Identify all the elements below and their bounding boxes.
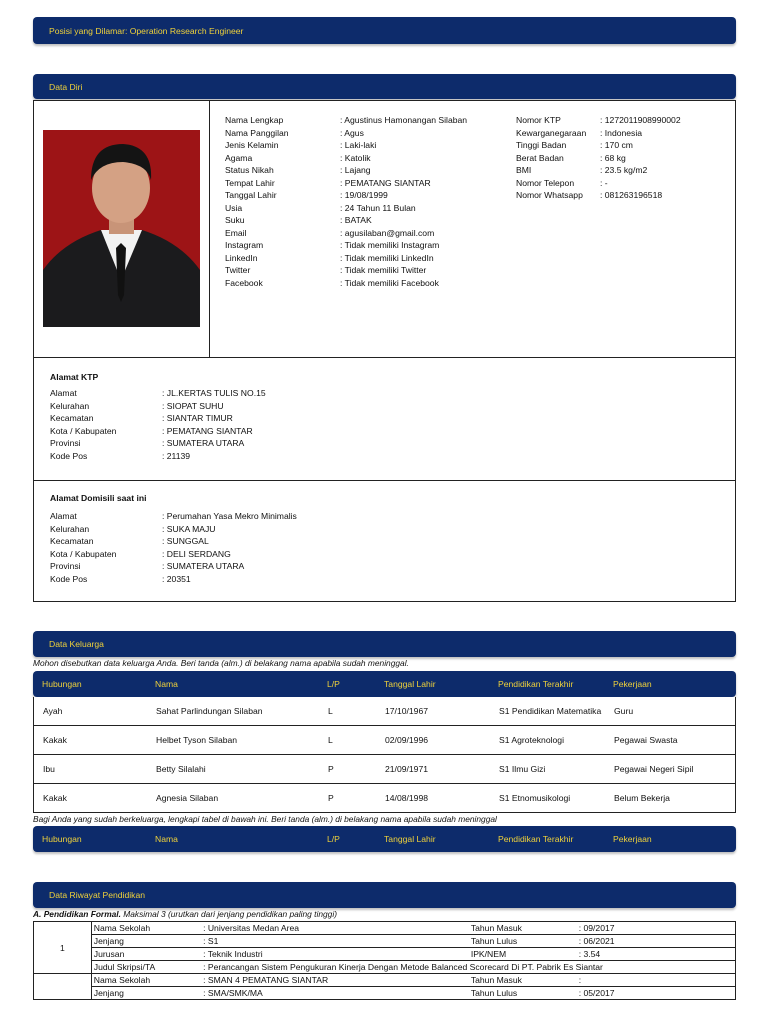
education-value: : S1 [201,935,469,948]
domicile-field-label: Kota / Kabupaten [50,548,117,559]
education-value: : 3.54 [577,948,736,961]
cell-occupation: Pegawai Negeri Sipil [614,764,694,774]
personal-data-bar [33,74,736,99]
personal-field-label: BMI [516,165,532,175]
thesis-label: Judul Skripsi/TA [91,961,201,974]
domicile-field-label: Kecamatan [50,536,94,546]
domicile-field-label: Kelurahan [50,523,90,534]
cell-gender: L [328,706,333,716]
education-row [34,935,736,948]
personal-field-label: Tanggal Lahir [225,190,277,200]
header-name: Nama [155,679,178,689]
married-family-note: Bagi Anda yang sudah berkeluarga, lengkapi tabel di bawah ini. Beri tanda (alm.) di belakang nama apabila sudah meninggal [33,814,497,824]
personal-field-label: Nama Lengkap [225,115,284,125]
education-value: : 06/2021 [577,935,736,948]
personal-field-value: : Lajang [340,165,371,175]
personal-field-label: Email [225,227,247,238]
personal-field-value: : 19/08/1999 [340,190,388,200]
formal-education-label: A. Pendidikan Formal. [33,909,121,919]
domicile-field-value: : SUNGGAL [162,536,209,546]
thesis-row [34,961,736,974]
personal-field-value: : 68 kg [600,152,626,163]
cell-relation: Ibu [43,764,55,774]
header-birth-date: Tanggal Lahir [384,834,436,844]
education-value: : [577,974,736,987]
education-value: : SMA/SMK/MA [201,987,469,1000]
domicile-field-value: : SUKA MAJU [162,523,216,534]
personal-right-list [516,114,740,202]
ktp-field-value: : SIANTAR TIMUR [162,413,233,423]
married-family-table-header [33,826,736,852]
personal-field-label: Tempat Lahir [225,177,275,188]
personal-field-label: Nomor Whatsapp [516,190,583,200]
cell-education: S1 Ilmu Gizi [499,764,546,774]
education-label: Tahun Lulus [469,935,577,948]
cell-relation: Ayah [43,706,63,716]
cell-occupation: Belum Bekerja [614,793,670,803]
personal-field-label: Twitter [225,265,251,275]
family-table-header [33,671,736,697]
header-occupation: Pekerjaan [613,834,652,844]
ktp-field-label: Kode Pos [50,450,88,461]
section-title: Data Keluarga [49,639,104,649]
education-table [33,921,736,1000]
cell-occupation: Pegawai Swasta [614,735,678,745]
formal-education-hint: Maksimal 3 (urutkan dari jenjang pendidikan paling tinggi) [120,909,337,919]
education-value: : Universitas Medan Area [201,922,469,935]
personal-field-label: Suku [225,215,245,225]
section-title: Data Riwayat Pendidikan [49,890,146,900]
personal-field-value: : 081263196518 [600,190,663,200]
education-label: Nama Sekolah [91,922,201,935]
education-label: Nama Sekolah [91,974,201,987]
personal-field-value: : Agustinus Hamonangan Silaban [340,115,468,125]
header-birth-date: Tanggal Lahir [384,679,436,689]
personal-field-label: Tinggi Badan [516,140,567,150]
personal-field-value: : PEMATANG SIANTAR [340,177,431,188]
ktp-field-label: Kecamatan [50,413,94,423]
education-value: : 05/2017 [577,987,736,1000]
domicile-field-label: Kode Pos [50,573,88,584]
education-label: Jenjang [91,935,201,948]
cell-name: Sahat Parlindungan Silaban [156,706,263,716]
education-label: Tahun Masuk [469,974,577,987]
domicile-address-title: Alamat Domisili saat ini [50,493,147,503]
cell-relation: Kakak [43,793,67,803]
personal-field-label: Nomor KTP [516,115,561,125]
personal-field-label: Status Nikah [225,165,274,175]
personal-field-label: Jenis Kelamin [225,140,279,150]
position-bar [33,17,736,44]
ktp-field-label: Kelurahan [50,400,90,411]
education-label: Tahun Lulus [469,987,577,1000]
personal-field-value: : Tidak memiliki Twitter [340,265,427,275]
ktp-address-title: Alamat KTP [50,372,99,382]
education-value: : SMAN 4 PEMATANG SIANTAR [201,974,469,987]
family-data-bar [33,631,736,657]
education-number: 1 [34,922,92,974]
cell-education: S1 Pendidikan Matematika [499,706,602,716]
section-title: Data Diri [49,81,83,92]
cell-gender: L [328,735,333,745]
cell-relation: Kakak [43,735,67,745]
personal-field-value: : Tidak memiliki Facebook [340,277,439,288]
education-value: : 09/2017 [577,922,736,935]
ktp-field-value: : SIOPAT SUHU [162,400,224,411]
personal-field-value: : 1272011908990002 [600,115,681,125]
table-row [33,755,736,784]
family-note: Mohon disebutkan data keluarga Anda. Beri tanda (alm.) di belakang nama apabila sudah meninggal. [33,658,409,668]
ktp-field-value: : SUMATERA UTARA [162,438,245,448]
personal-field-value: : 23.5 kg/m2 [600,165,648,175]
personal-left-list [225,114,510,289]
education-label: Jurusan [91,948,201,961]
header-education: Pendidikan Terakhir [498,679,574,689]
cell-birth-date: 02/09/1996 [385,735,429,745]
cell-name: Agnesia Silaban [156,793,219,803]
cell-birth-date: 17/10/1967 [385,706,429,716]
ktp-address-list [50,387,362,462]
personal-field-label: Kewarganegaraan [516,127,587,138]
domicile-field-value: : DELI SERDANG [162,548,231,559]
header-education: Pendidikan Terakhir [498,834,574,844]
ktp-field-value: : 21139 [162,450,191,461]
header-relation: Hubungan [42,679,82,689]
education-label: IPK/NEM [469,948,577,961]
position-applied: Posisi yang Dilamar: Operation Research Engineer [49,25,244,36]
personal-field-label: LinkedIn [225,252,258,263]
ktp-field-label: Provinsi [50,438,81,448]
domicile-field-value: : 20351 [162,573,191,584]
person-photo-icon [43,130,200,327]
cell-education: S1 Agroteknologi [499,735,564,745]
personal-field-label: Berat Badan [516,152,564,163]
education-row [34,922,736,935]
header-gender: L/P [327,834,340,844]
thesis-value: : Perancangan Sistem Pengukuran Kinerja Dengan Metode Balanced Scorecard Di PT. Pabrik Es Siantar [201,961,735,974]
personal-field-label: Facebook [225,277,263,288]
cell-birth-date: 21/09/1971 [385,764,429,774]
education-row [34,987,736,1000]
personal-field-label: Instagram [225,240,264,250]
profile-photo [43,130,200,327]
personal-field-value: : agusilaban@gmail.com [340,227,435,238]
ktp-field-label: Kota / Kabupaten [50,425,117,436]
ktp-field-label: Alamat [50,388,77,398]
personal-field-value: : - [600,177,608,188]
personal-field-label: Nomor Telepon [516,177,575,188]
education-number [34,974,92,1000]
header-occupation: Pekerjaan [613,679,652,689]
cell-occupation: Guru [614,706,634,716]
divider [209,101,210,358]
personal-field-value: : Tidak memiliki LinkedIn [340,252,434,263]
header-relation: Hubungan [42,834,82,844]
table-row [33,697,736,726]
personal-field-value: : Tidak memiliki Instagram [340,240,440,250]
education-row [34,974,736,987]
cell-name: Betty Silalahi [156,764,206,774]
header-name: Nama [155,834,178,844]
ktp-field-value: : JL.KERTAS TULIS NO.15 [162,388,266,398]
domicile-field-label: Provinsi [50,561,81,571]
cell-gender: P [328,764,334,774]
cell-gender: P [328,793,334,803]
personal-field-value: : Katolik [340,152,371,163]
personal-field-value: : 24 Tahun 11 Bulan [340,202,416,213]
education-label: Jenjang [91,987,201,1000]
education-bar [33,882,736,908]
cell-birth-date: 14/08/1998 [385,793,429,803]
header-gender: L/P [327,679,340,689]
education-value: : Teknik Industri [201,948,469,961]
formal-education-note [33,909,337,919]
personal-field-value: : Indonesia [600,127,643,138]
personal-field-label: Nama Panggilan [225,127,289,138]
personal-field-label: Usia [225,202,243,213]
domicile-field-label: Alamat [50,511,77,521]
education-row [34,948,736,961]
domicile-address-list [50,510,362,585]
personal-field-value: : Laki-laki [340,140,377,150]
cell-education: S1 Etnomusikologi [499,793,571,803]
education-label: Tahun Masuk [469,922,577,935]
table-row [33,726,736,755]
personal-field-label: Agama [225,152,253,163]
domicile-field-value: : Perumahan Yasa Mekro Minimalis [162,511,297,521]
personal-field-value: : Agus [340,127,364,138]
cell-name: Helbet Tyson Silaban [156,735,238,745]
personal-field-value: : BATAK [340,215,372,225]
table-row [33,784,736,813]
domicile-field-value: : SUMATERA UTARA [162,561,245,571]
personal-field-value: : 170 cm [600,140,633,150]
ktp-field-value: : PEMATANG SIANTAR [162,425,253,436]
